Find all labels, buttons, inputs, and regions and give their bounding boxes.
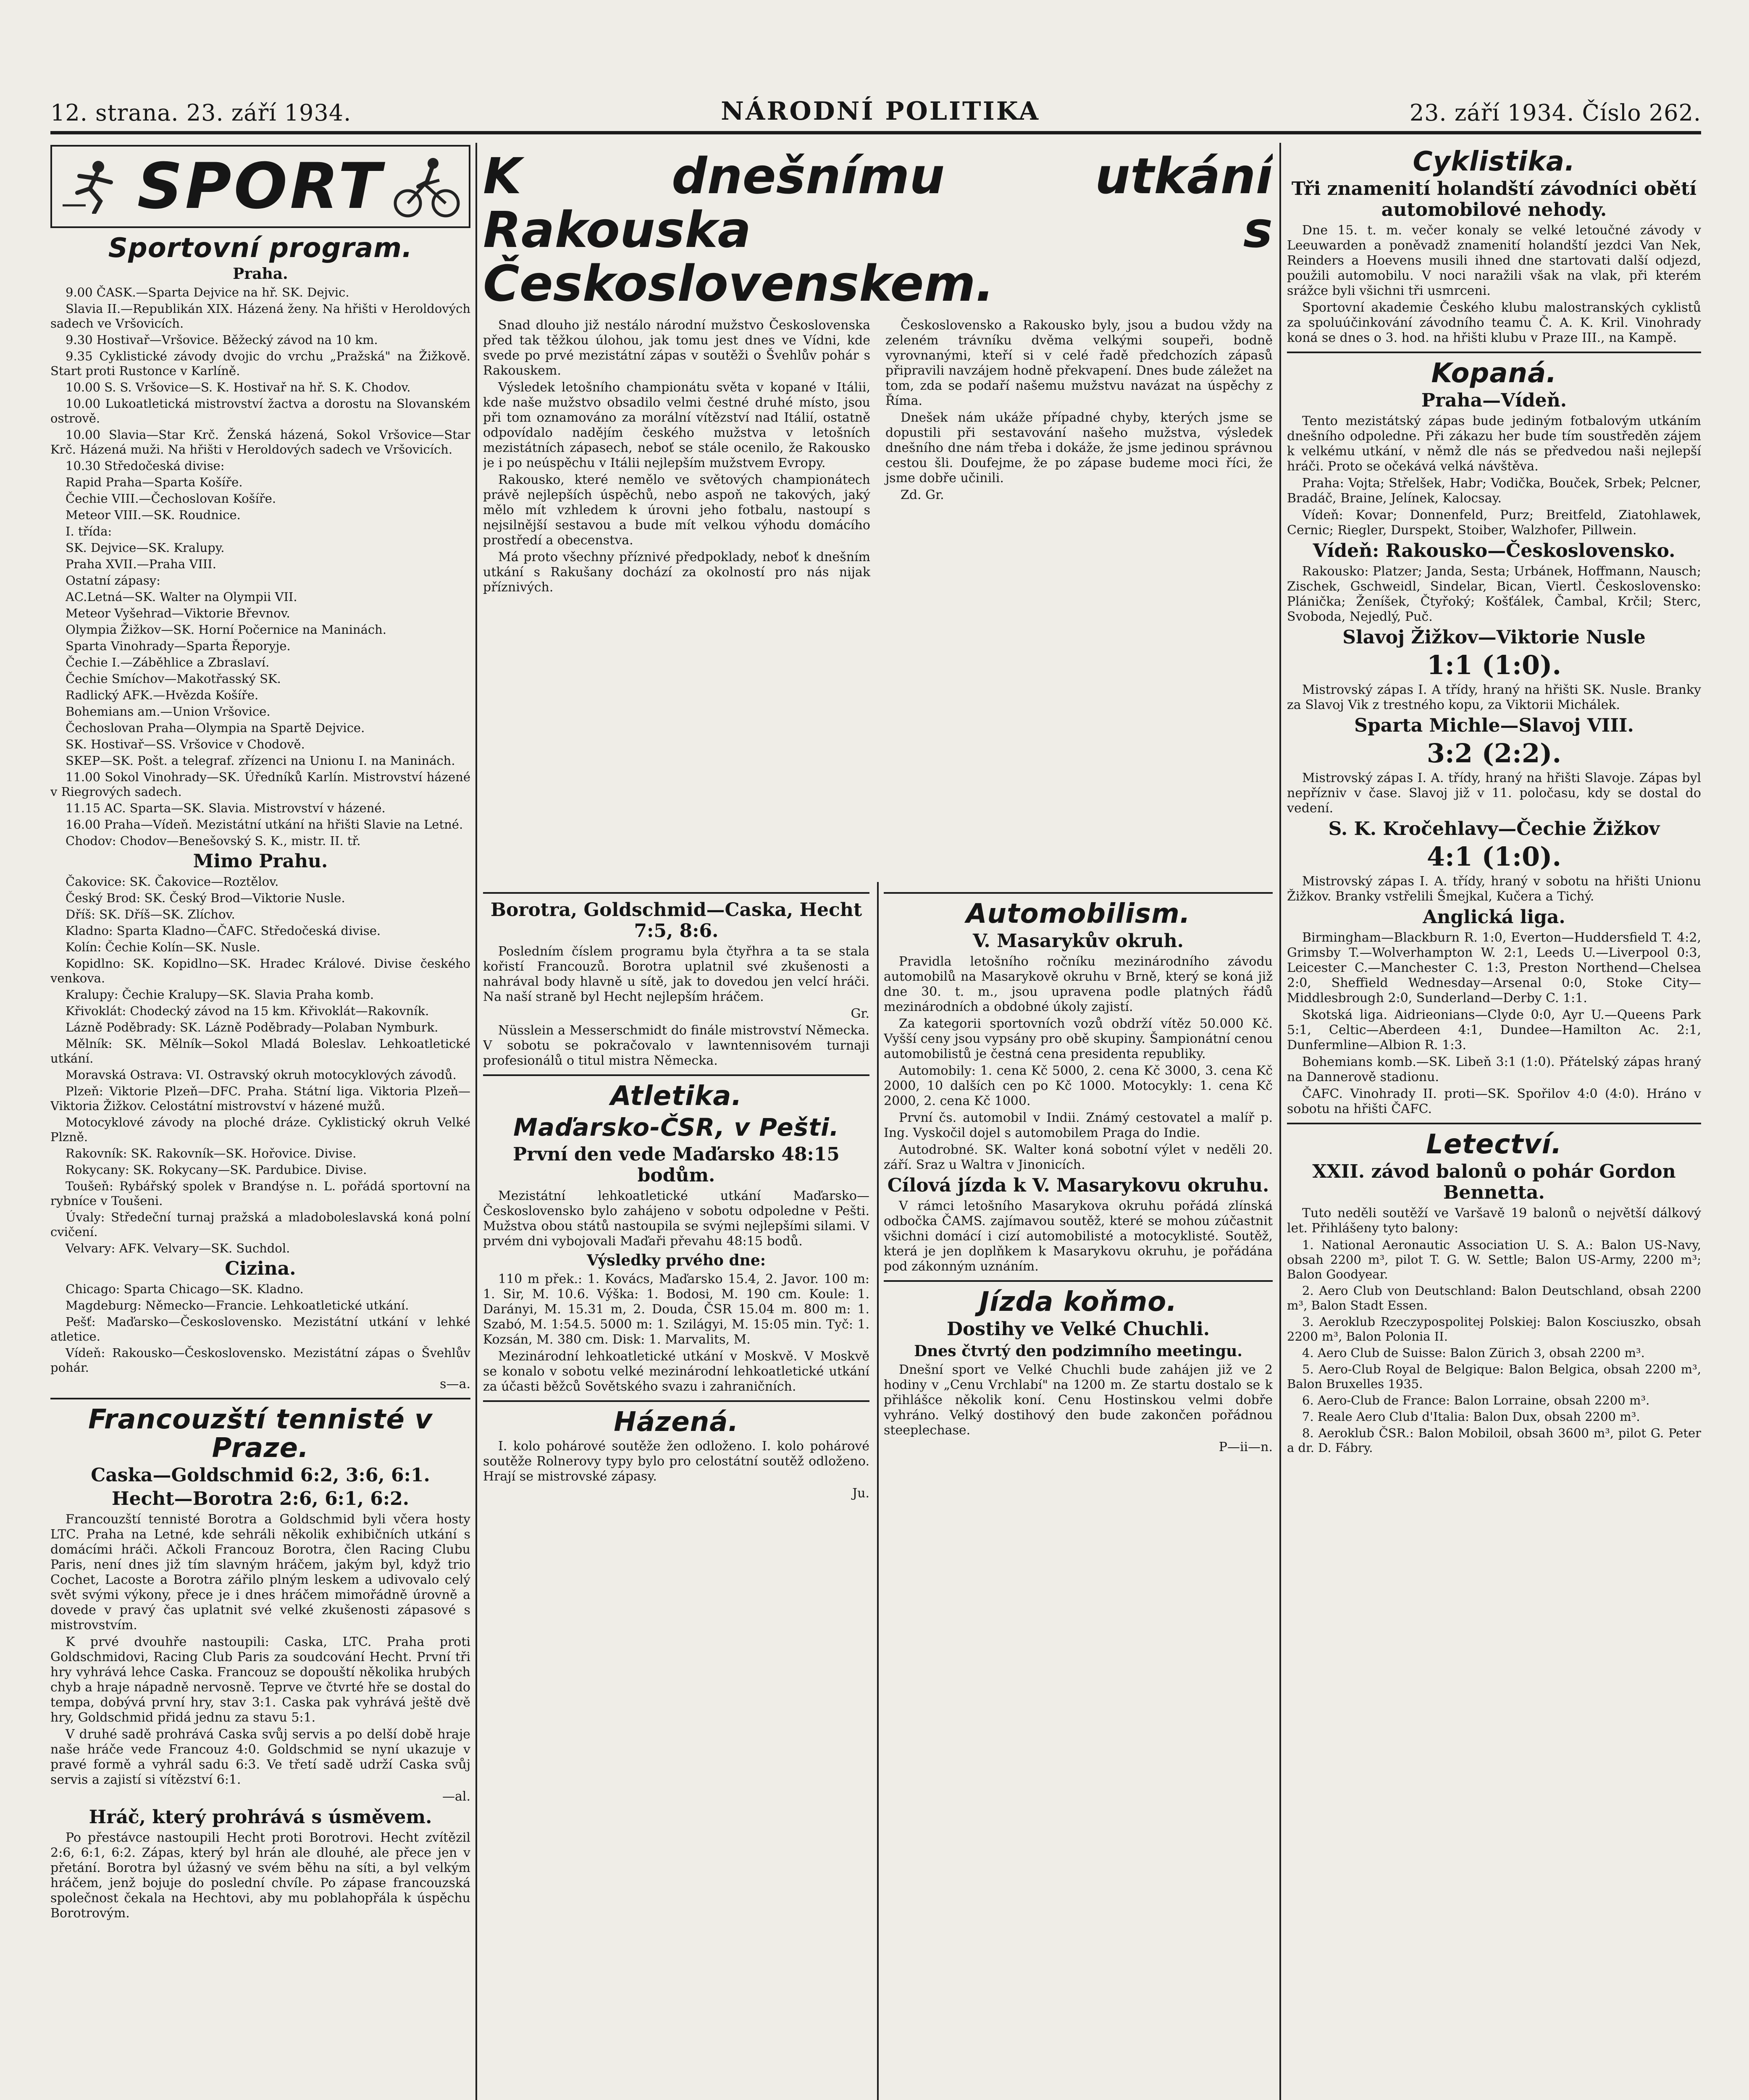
vysledky-title: Výsledky prvého dne: <box>586 1252 766 1269</box>
autodrobne-note: Autodrobné. SK. Walter koná sobotní výlet v neděli 20. září. Sraz u Waltra v Jinonicích. <box>884 1142 1273 1172</box>
divider <box>884 892 1273 894</box>
borotra-headline: Borotra, Goldschmid—Caska, Hecht 7:5, 8:6. <box>490 899 862 942</box>
program-entry: Moravská Ostrava: VI. Ostravský okruh motocyklových závodů. <box>66 1068 457 1082</box>
divider <box>50 1398 470 1399</box>
program-entry: AC.Letná—SK. Walter na Olympii VII. <box>66 590 297 604</box>
atletika-lead: První den vede Maďarsko 48:15 bodům. <box>513 1144 840 1186</box>
cyklistika-body-2: Sportovní akademie Českého klubu malostranských cyklistů za spoluúčinkování závodního teamu Č. A. K. Kril. Vinohrady koná se dnes o 3. hod. na hřišti klubu v Praze III., na Kampě. <box>1287 300 1701 345</box>
cilova-title: Cílová jízda k V. Masarykovu okruhu. <box>887 1175 1269 1196</box>
column-sport-program <box>50 145 470 2100</box>
runner-icon <box>60 159 128 214</box>
program-entry: Rakovník: SK. Rakovník—SK. Hořovice. Divise. <box>66 1146 357 1160</box>
balloon-entry: 3. Aeroklub Rzeczypospolitej Polskiej: Balon Kosciuszko, obsah 2200 m³, Balon Polonia II. <box>1287 1315 1701 1344</box>
subsection-praha: Praha. <box>233 265 288 283</box>
program-entry: SK. Dejvice—SK. Kralupy. <box>66 541 225 555</box>
program-entry: Toušeň: Rybářský spolek v Brandýse n. L. pořádá sportovní na rybníce v Toušeni. <box>50 1179 470 1208</box>
borotra-signature: Gr. <box>851 1006 869 1021</box>
section-title-program: Sportovní program. <box>108 233 413 264</box>
balony-list <box>1287 1238 1701 1455</box>
kopana-body: Tento mezistátský zápas bude jediným fotbalovým utkáním dnešního odpoledne. Při zákazu her bude tím soustředěn zájem k velkému utkání, v němž dle nás se předvedou naši nejlepší hráči. Proto se očekává velká návštěva. <box>1287 414 1701 474</box>
article-paragraph: Dnešek nám ukáže případné chyby, kterých jsme se dopustili při sestavování našeho mužstva, výsledek dnešního dne nám třeba i dokáže, že jsme jedinou správnou cestou šli. Doufejme, že po zápase budeme moci říci, že jsme dobře učinili. <box>885 410 1273 486</box>
nusslein-note: Nüsslein a Messerschmidt do finále mistrovství Německa. V sobotu se pokračovalo v lawntennisovém turnaji profesionálů o titul mistra Německa. <box>483 1023 869 1068</box>
column-rule <box>475 143 477 2100</box>
balloon-entry: 7. Reale Aero Club d'Italia: Balon Dux, obsah 2200 m³. <box>1302 1410 1640 1424</box>
krocehlavy-title: S. K. Kročehlavy—Čechie Žižkov <box>1328 818 1660 840</box>
article-paragraph: Rakousko, které nemělo ve světových championátech právě nejlepších úspěchů, nebo aspoň ne takových, jaký mělo mít vzhledem k úrovni jeho fotbalu, nastoupí s nejsilnější sestavou a bude mít velkou výhodu domácího prostředí a obecenstva. <box>483 472 870 548</box>
viden-lineup: Vídeň: Kovar; Donnenfeld, Purz; Breitfeld, Ziatohlawek, Cernic; Riegler, Durspekt, Stoiber, Walzhofer, Pillwein. <box>1287 508 1701 538</box>
viden-title: Vídeň: Rakousko—Československo. <box>1313 540 1675 562</box>
program-entry: Čechoslovan Praha—Olympia na Spartě Dejvice. <box>66 721 365 735</box>
jizda-lead: Dnes čtvrtý den podzimního meetingu. <box>914 1342 1242 1360</box>
viden-body: Rakousko: Platzer; Janda, Sesta; Urbánek, Hoffmann, Nausch; Zischek, Gschweidl, Sindelar, Bican, Viertl. Československo: Plánička; Ženíšek, Čtyřoký; Košťálek, Čambal, Krčil; Sterc, Svoboda, Nejedlý, Puč. <box>1287 564 1701 624</box>
article-paragraph: V druhé sadě prohrává Caska svůj servis a po delší době hraje naše hráče vede Francouz 4:0. Goldschmid se nyní ukazuje v pravé formě a vyhrál sadu 6:3. Ve třetí sadě udrží Caska svůj servis a zajistí si vítězství 6:1. <box>50 1727 470 1787</box>
program-entry: Bohemians am.—Union Vršovice. <box>66 704 270 719</box>
ceny-list: Automobily: 1. cena Kč 5000, 2. cena Kč 3000, 3. cena Kč 2000, 10 dalších cen po Kč 1000. Motocykly: 1. cena Kč 2000, 2. cena Kč 1000. <box>884 1063 1273 1108</box>
column-three-lower <box>884 886 1273 2100</box>
atletika-subtitle: Maďarsko-ČSR, v Pešti. <box>513 1113 839 1142</box>
sport-logo <box>50 145 470 228</box>
jizda-signature: P—ii—n. <box>1219 1440 1273 1454</box>
program-entry: Čechie Smíchov—Makotřasský SK. <box>66 672 281 686</box>
hazena-title: Házená. <box>614 1407 739 1438</box>
program-entry: Křivoklát: Chodecký závod na 15 km. Křivoklát—Rakovník. <box>66 1004 429 1018</box>
tennis-article <box>50 1512 470 1788</box>
anglicka-body: Birmingham—Blackburn R. 1:0, Everton—Huddersfield T. 4:2, Grimsby T.—Wolverhampton W. 2:1, Leeds U.—Liverpool 0:3, Leicester C.—Manchester C. 1:3, Preston Northend—Chelsea 2:0, Sheffield Wednesday—Arsenal 0:0, Stoke City—Middlesbrough 2:0, Sunderland—Derby C. 1:1. <box>1287 930 1701 1005</box>
column-rule <box>877 882 879 2100</box>
article-paragraph: Za kategorii sportovních vozů obdrží vítěz 50.000 Kč. Vyšší ceny jsou vypsány pro obě skupiny. Šampionátní cenou automobilistů je čestná cena presidenta republiky. <box>884 1016 1273 1061</box>
program-entry: 11.15 AC. Sparta—SK. Slavia. Mistrovství v házené. <box>66 801 386 815</box>
program-entry: Meteor VIII.—SK. Roudnice. <box>66 508 241 522</box>
balloon-entry: 5. Aero-Club Royal de Belgique: Balon Belgica, obsah 2200 m³, Balon Bruxelles 1935. <box>1287 1362 1701 1391</box>
main-article <box>483 145 1273 876</box>
jizda-title: Jízda koňmo. <box>979 1286 1177 1318</box>
krocehlavy-score: 4:1 (1:0). <box>1426 841 1562 872</box>
mimo-program-list <box>50 874 470 1256</box>
anglicka-title: Anglická liga. <box>1423 906 1565 928</box>
balloon-entry: 8. Aeroklub ČSR.: Balon Mobiloil, obsah 3600 m³, pilot G. Peter a dr. D. Fábry. <box>1287 1426 1701 1455</box>
program-entry: Chicago: Sparta Chicago—SK. Kladno. <box>66 1282 304 1296</box>
balloon-entry: 6. Aero-Club de France: Balon Lorraine, obsah 2200 m³. <box>1302 1393 1650 1407</box>
hrac-article <box>50 1830 470 1921</box>
program-entry: Pešť: Maďarsko—Československo. Mezistátní utkání v lehké atletice. <box>50 1315 470 1344</box>
cilova-body: V rámci letošního Masarykova okruhu pořádá zlínská odbočka ČAMS. zajímavou soutěž, které se mohou zúčastnit všichni domácí i cizí automobilisté a motocyklisté. Soutěž, která je jen doplňkem k Masarykovu okruhu, je pořádána pod zákonným uznáním. <box>884 1199 1273 1274</box>
divider <box>1287 1123 1701 1124</box>
jizda-subtitle: Dostihy ve Velké Chuchli. <box>946 1318 1210 1340</box>
prvni-auto-note: První čs. automobil v Indii. Známý cestovatel a malíř p. Ing. Vyskočil dojel s automobilem Praga do Indie. <box>884 1110 1273 1140</box>
program-entry: Lázně Poděbrady: SK. Lázně Poděbrady—Polaban Nymburk. <box>66 1020 439 1034</box>
program-entry: Čechie VIII.—Čechoslovan Košíře. <box>66 491 276 506</box>
masthead: NÁRODNÍ POLITIKA <box>721 97 1040 126</box>
sparta-score: 3:2 (2:2). <box>1426 738 1562 769</box>
hazena-signature: Ju. <box>852 1486 869 1501</box>
program-entry: Olympia Žižkov—SK. Horní Počernice na Maninách. <box>66 622 387 637</box>
cyklistika-body: Dne 15. t. m. večer konaly se velké letoučné závody v Leeuwarden a poněvadž znamenití holandští jezdci Van Nek, Reinders a Hoevens musili ihned dne startovati další odjezd, použili automobilu. V noci naražili však na vlak, při kterém srážce byli všichni tři usmrceni. <box>1287 223 1701 298</box>
program-entry: Motocyklové závody na ploché dráze. Cyklistický okruh Velké Plzně. <box>50 1115 470 1144</box>
cyclist-icon <box>393 155 460 218</box>
automobilism-title: Automobilism. <box>966 898 1191 929</box>
column-rule <box>1279 143 1281 2100</box>
balloon-entry: 4. Aero Club de Suisse: Balon Zürich 3, obsah 2200 m³. <box>1302 1346 1645 1360</box>
program-entry: 10.30 Středočeská divise: <box>66 459 225 473</box>
krocehlavy-body: Mistrovský zápas I. A. třídy, hraný v sobotu na hřišti Unionu Žižkov. Branky vstřelili Šmejkal, Kučera a Tichý. <box>1287 874 1701 904</box>
program-entry: 16.00 Praha—Vídeň. Mezistátní utkání na hřišti Slavie na Letné. <box>66 817 463 832</box>
program-entry: Vídeň: Rakousko—Československo. Mezistátní zápas o Švehlův pohár. <box>50 1346 470 1375</box>
program-entry: 9.00 ČASK.—Sparta Dejvice na hř. SK. Dejvic. <box>66 285 349 299</box>
program-entry: Kladno: Sparta Kladno—ČAFC. Středočeská divise. <box>66 924 381 938</box>
subsection-cizina: Cizina. <box>225 1258 296 1279</box>
program-entry: Kopidlno: SK. Kopidlno—SK. Hradec Králové. Divise českého venkova. <box>50 956 470 985</box>
program-entry: Praha XVII.—Praha VIII. <box>66 557 216 571</box>
page-header <box>50 97 1701 134</box>
cizina-signature: s—a. <box>440 1377 470 1391</box>
program-entry: Mělník: SK. Mělník—Sokol Mladá Boleslav. Lehkoatletické utkání. <box>50 1037 470 1066</box>
cyklistika-lead: Tři znamenití holandští závodníci obětí automobilové nehody. <box>1291 178 1697 220</box>
program-entry: Velvary: AFK. Velvary—SK. Suchdol. <box>66 1241 290 1255</box>
column-four <box>1287 145 1701 2100</box>
divider <box>483 892 869 894</box>
program-entry: Chodov: Chodov—Benešovský S. K., mistr. II. tř. <box>66 834 361 848</box>
program-entry: Magdeburg: Německo—Francie. Lehkoatletické utkání. <box>66 1298 409 1312</box>
automobilism-subtitle: V. Masarykův okruh. <box>972 930 1184 952</box>
article-paragraph: Pravidla letošního ročníku mezinárodního závodu automobilů na Masarykově okruhu v Brně, který se koná již dne 30. t. m., jsou upravena podle platných řádů mezinárodních a obdobné úkoly zajistí. <box>884 954 1273 1014</box>
divider <box>884 1280 1273 1282</box>
program-entry: 10.00 Slavia—Star Krč. Ženská házená, Sokol Vršovice—Star Krč. Házená muži. Na hřišti v Heroldových sadech ve Vršovicích. <box>50 428 470 457</box>
main-article-right <box>885 318 1273 597</box>
divider <box>483 1400 869 1402</box>
program-entry: SKEP—SK. Pošt. a telegraf. zřízenci na Unionu I. na Maninách. <box>66 753 455 768</box>
program-entry: Úvaly: Středeční turnaj pražská a mladoboleslavská koná polní cvičení. <box>50 1210 470 1239</box>
divider <box>1287 352 1701 353</box>
program-entry: 9.35 Cyklistické závody dvojic do vrchu „Pražská" na Žižkově. Start proti Rustonce v Karlíně. <box>50 349 470 378</box>
header-left: 12. strana. 23. září 1934. <box>50 100 352 126</box>
header-right: 23. září 1934. Číslo 262. <box>1409 100 1701 126</box>
tennis-score-1: Caska—Goldschmid 6:2, 3:6, 6:1. <box>91 1465 430 1486</box>
program-entry: Český Brod: SK. Český Brod—Viktorie Nusle. <box>66 891 345 905</box>
tennis-score-2: Hecht—Borotra 2:6, 6:1, 6:2. <box>111 1488 410 1509</box>
hazena-body: I. kolo pohárové soutěže žen odloženo. I. kolo pohárové soutěže Rolnerovy typy bylo pro celostátní soutěž odloženo. Hrají se mistrovské zápasy. <box>483 1439 869 1484</box>
program-entry: Rokycany: SK. Rokycany—SK. Pardubice. Divise. <box>66 1163 367 1177</box>
subsection-mimo: Mimo Prahu. <box>193 850 328 872</box>
program-entry: Radlický AFK.—Hvězda Košíře. <box>66 688 259 702</box>
article-paragraph: Po přestávce nastoupili Hecht proti Borotrovi. Hecht zvítězil 2:6, 6:1, 6:2. Zápas, který byl hrán ale dlouhé, ale přece jen v přetání. Borotra byl úžasný ve svém běhu na síti, a byl velkým hráčem, jenž bojuje do poslední chvíle. Po zápase francouzská společnost čekala na Hechtovi, aby mu poblahopřála k úspěchu Borotrovým. <box>50 1830 470 1921</box>
article-paragraph: Československo a Rakousko byly, jsou a budou vždy na zeleném trávníku dvěma velkými soupeři, bodně vyrovnanými, kteří si v celé řadě předchozích zápasů připravili navzájem hodně překvapení. Dnes bude záležet na tom, zda se podaří našemu mužstvu navázat na úspěchy z Říma. <box>885 318 1273 408</box>
program-entry: SK. Hostivař—SS. Vršovice v Chodově. <box>66 737 305 751</box>
program-entry: Sparta Vinohrady—Sparta Řeporyje. <box>66 639 291 653</box>
borotra-body: Posledním číslem programu byla čtyřhra a ta se stala kořistí Francouzů. Borotra uplatnil své zkušenosti a nahrával body hlavně u sítě, jak to dovedou jen velcí hráči. Na naší straně byl Hecht nejlepším hráčem. <box>483 944 869 1004</box>
slavoj-body: Mistrovský zápas I. A třídy, hraný na hřišti SK. Nusle. Branky za Slavoj Vik z trestného kopu, za Viktorii Michálek. <box>1287 682 1701 712</box>
main-article-left <box>483 318 870 597</box>
program-entry: Meteor Vyšehrad—Viktorie Břevnov. <box>66 606 290 620</box>
slavoj-title: Slavoj Žižkov—Viktorie Nusle <box>1342 627 1646 648</box>
hrac-headline: Hráč, který prohrává s úsměvem. <box>89 1806 432 1828</box>
article-paragraph: Má proto všechny příznivé předpoklady, neboť k dnešním utkání s Rakušany dochází za okolností pro nás nijak příznivých. <box>483 550 870 595</box>
balloon-entry: 1. National Aeronautic Association U. S. A.: Balon US-Navy, obsah 2200 m³, pilot T. G. W. Settle; Balon US-Army, 2200 m³; Balon Goodyear. <box>1287 1238 1701 1281</box>
tennis-headline: Francouzští tennisté v Praze. <box>88 1404 433 1464</box>
skotska-body: Skotská liga. Aidrieonians—Clyde 0:0, Ayr U.—Queens Park 5:1, Celtic—Aberdeen 4:1, Dundee—Hamilton Ac. 2:1, Dunfermline—Albion R. 1:3. <box>1287 1008 1701 1053</box>
program-entry: Dříš: SK. Dříš—SK. Zlíchov. <box>66 907 235 921</box>
article-paragraph: Výsledek letošního championátu světa v kopané v Itálii, kde naše mužstvo obsadilo velmi čestné druhé místo, jsou při tom oznamováno za morální vítězství nad Itálií, ostatně odpovídalo nadějím českého mužstva v letošních mezistátních zápasech, neboť se stále ocenilo, že Rakousko je i po neúspěchu v Itálii nejlepším mužstvem Evropy. <box>483 380 870 470</box>
program-entry: 10.00 S. S. Vršovice—S. K. Hostivař na hř. S. K. Chodov. <box>66 380 411 394</box>
main-headline: K dnešnímu utkání Rakouska s Československem. <box>483 147 1273 312</box>
balloon-entry: 2. Aero Club von Deutschland: Balon Deutschland, obsah 2200 m³, Balon Stadt Essen. <box>1287 1284 1701 1312</box>
program-entry: 9.30 Hostivař—Vršovice. Běžecký závod na 10 km. <box>66 333 378 347</box>
article-paragraph: Snad dlouho již nestálo národní mužstvo Československa před tak těžkou úlohou, jak tomu jest dnes ve Vídni, kde svede po prvé mezistátní zápas v soutěži o Švehlův pohár s Rakouskem. <box>483 318 870 378</box>
atletika-body: Mezistátní lehkoatletické utkání Maďarsko—Československo bylo zahájeno v sobotu odpoledne v Pešti. Mužstva obou států nastoupila se svými nejlepšími silami. V prvém dni vybojovali Maďaři převahu 48:15 bodů. <box>483 1189 869 1249</box>
program-entry: Kralupy: Čechie Kralupy—SK. Slavia Praha komb. <box>66 987 374 1002</box>
atletika-title: Atletika. <box>610 1081 742 1112</box>
praha-program-list <box>50 285 470 848</box>
jizda-body: Dnešní sport ve Velké Chuchli bude zahájen již ve 2 hodiny v „Cenu Vrchlabí" na 1200 m. Ze startu dostalo se k přihlášce několik koní. Cenu Hostinskou velmi dobře vyhráno. Velký dostihový den bude zakončen pořádnou steeplechase. <box>884 1362 1273 1438</box>
program-entry: 11.00 Sokol Vinohrady—SK. Úředníků Karlín. Mistrovství házené v Riegrových sadech. <box>50 770 470 799</box>
kopana-title: Kopaná. <box>1431 358 1557 389</box>
article-paragraph: Zd. Gr. <box>901 488 944 502</box>
kopana-subtitle: Praha—Vídeň. <box>1421 390 1567 411</box>
program-entry: Rapid Praha—Sparta Košíře. <box>66 475 243 489</box>
moskva-note: Mezinárodní lehkoatletické utkání v Moskvě. V Moskvě se konalo v sobotu velké mezinárodní lehkoatletické utkání za účasti běžců Sovětského svazu i zahraničních. <box>483 1349 869 1394</box>
slavoj-score: 1:1 (1:0). <box>1426 650 1562 680</box>
sparta-title: Sparta Michle—Slavoj VIII. <box>1354 715 1634 736</box>
program-entry: Čechie I.—Záběhlice a Zbraslaví. <box>66 655 270 669</box>
cizina-program-list <box>50 1282 470 1375</box>
program-entry: Plzeň: Viktorie Plzeň—DFC. Praha. Státní liga. Viktoria Plzeň—Viktoria Žižkov. Celostátní mistrovství v házené mužů. <box>50 1084 470 1113</box>
automobilism-article <box>884 954 1273 1062</box>
letectvi-title: Letectví. <box>1426 1129 1562 1160</box>
column-two-lower <box>483 886 869 2100</box>
letectvi-subtitle: XXII. závod balonů o pohár Gordon Bennetta. <box>1312 1161 1676 1203</box>
letectvi-body: Tuto neděli soutěží ve Varšavě 19 balonů o největší dálkový let. Přihlášeny tyto balony: <box>1287 1206 1701 1236</box>
cyklistika-title: Cyklistika. <box>1413 146 1576 177</box>
divider <box>483 1074 869 1076</box>
praha-lineup: Praha: Vojta; Střelšek, Habr; Vodička, Bouček, Srbek; Pelcner, Bradáč, Braine, Jelínek, Kalocsay. <box>1287 476 1701 506</box>
program-entry: Kolín: Čechie Kolín—SK. Nusle. <box>66 940 260 954</box>
article-paragraph: K prvé dvouhře nastoupili: Caska, LTC. Praha proti Goldschmidovi, Racing Club Paris za soudcování Hecht. První tři hry vyhrává lehce Caska. Francouz se dopouští několika hrubých chyb a hraje nápadně nervosně. Teprve ve čtvrté hře se dostal do tempa, dobývá první hry, stav 3:1. Caska pak vyhrává ještě dvě hry, Goldschmid přidá jednu za stavu 5:1. <box>50 1635 470 1725</box>
article-paragraph: Francouzští tennisté Borotra a Goldschmid byli včera hosty LTC. Praha na Letné, kde sehráli několik exhibičních utkání s domácími hráči. Ačkoli Francouz Borotra, člen Racing Clubu Paris, není dnes již tím slavným hráčem, jakým byl, když trio Cochet, Lacoste a Borotra zářilo plným leskem a udivovalo celý svět svými výkony, přece je i dnes hráčem mimořádně úrovně a dovede v pravý čas uplatnit své velké zkušenosti zápasové s mistrovstvím. <box>50 1512 470 1633</box>
bohemians-note: Bohemians komb.—SK. Libeň 3:1 (1:0). Přátelský zápas hraný na Dannerově stadionu. <box>1287 1055 1701 1084</box>
program-entry: Ostatní zápasy: <box>66 573 160 588</box>
program-entry: 10.00 Lukoatletická mistrovství žactva a dorostu na Slovanském ostrově. <box>50 396 470 425</box>
sport-logo-text: SPORT <box>137 150 384 223</box>
cafc-note: ČAFC. Vinohrady II. proti—SK. Spořilov 4:0 (4:0). Hráno v sobotu na hřišti ČAFC. <box>1287 1087 1701 1116</box>
program-entry: Slavia II.—Republikán XIX. Házená ženy. Na hřišti v Heroldových sadech ve Vršovicích. <box>50 302 470 331</box>
vysledky-body: 110 m přek.: 1. Kovács, Maďarsko 15.4, 2. Javor. 100 m: 1. Sir, M. 10.6. Výška: 1. Bodosi, M. 190 cm. Koule: 1. Darányi, M. 15.31 m, 2. Douda, ČSR 15.04 m. 800 m: 1. Szabó, M. 1:54.5. 5000 m: 1. Szilágyi, M. 15:05 min. Tyč: 1. Kozsán, M. 380 cm. Disk: 1. Marvalits, M. <box>483 1272 869 1347</box>
program-entry: I. třída: <box>66 524 112 538</box>
program-entry: Čakovice: SK. Čakovice—Roztělov. <box>66 874 279 889</box>
tennis-signature: —al. <box>442 1789 470 1804</box>
sparta-body: Mistrovský zápas I. A. třídy, hraný na hřišti Slavoje. Zápas byl nepřízniv v čase. Slavoj již v 11. poločasu, kdy se dostal do vedení. <box>1287 771 1701 816</box>
